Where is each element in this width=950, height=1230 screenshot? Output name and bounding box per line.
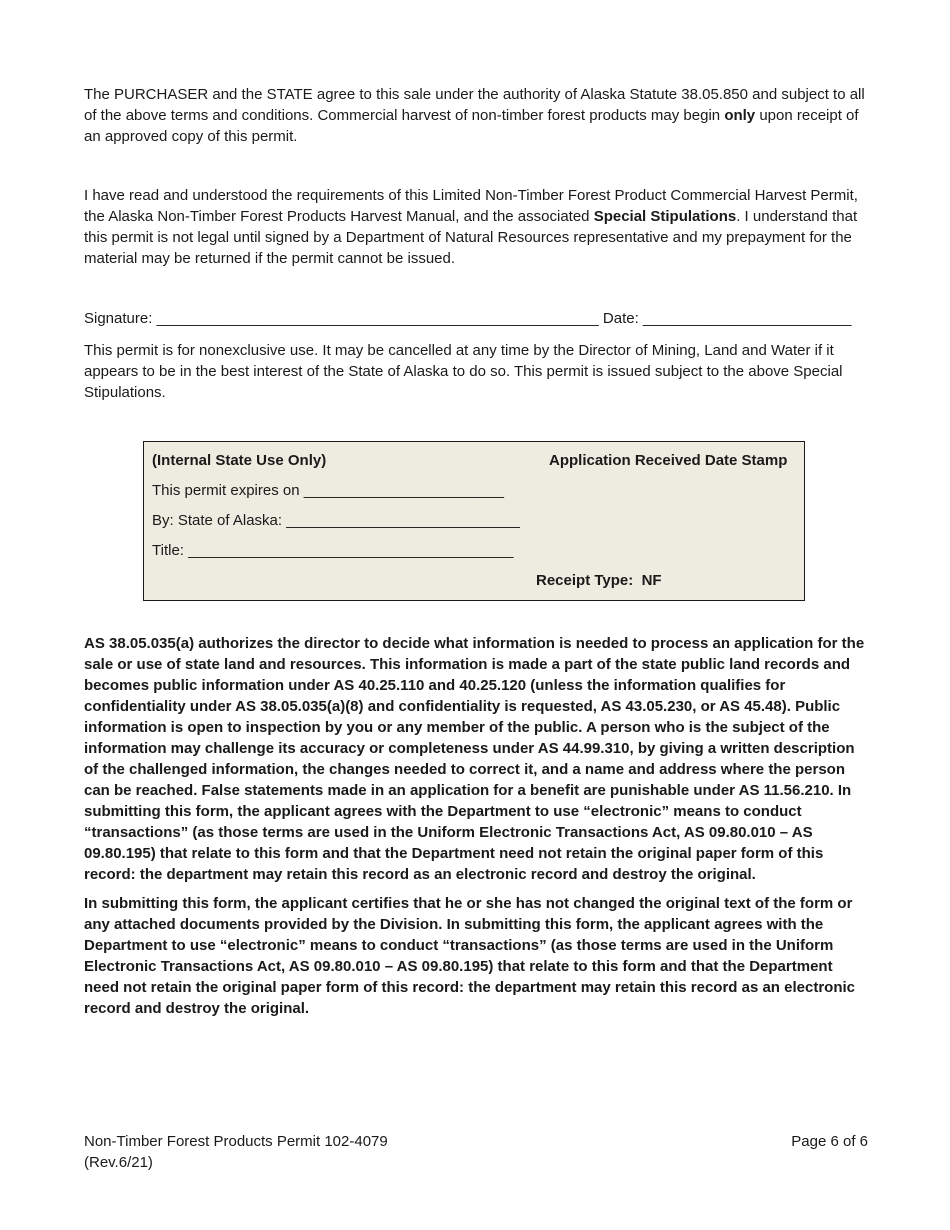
state-signer-row	[152, 510, 520, 531]
date-stamp-heading: Application Received Date Stamp	[549, 452, 788, 469]
public-records-notice: AS 38.05.035(a) authorizes the director to decide what information is needed to process an application for the sale or use of state land and resources. This information is made a part of the state public land records and becomes public information under AS 40.25.110 and 40.25.120 (unless the information qualifies for confidentiality under AS 38.05.035(a)(8) and confidentiality is requested, AS 43.05.230, or AS 45.48). Public information is open to inspection by you or any member of the public. A person who is the subject of the information may challenge its accuracy or completeness under AS 44.99.310, by giving a written description of the challenged information, the changes needed to correct it, and a name and address where the person can be reached. False statements made in an application for a benefit are punishable under AS 11.56.210. In submitting this form, the applicant agrees with the Department to use “electronic” means to conduct “transactions” (as those terms are used in the Uniform Electronic Transactions Act, AS 09.80.010 – AS 09.80.195) that relate to this form and that the Department need not retain the original paper form of this record: the department may retain this record as an electronic record and destroy the original.	[84, 635, 865, 883]
footer-form-info	[84, 1131, 388, 1173]
agreement-emphasis: only	[724, 107, 756, 124]
expires-label: This permit expires on	[152, 482, 300, 499]
signature-row	[84, 308, 868, 329]
certification-notice: In submitting this form, the applicant certifies that he or she has not changed the original text of the form or any attached documents provided by the Division. In submitting this form, the applicant agrees with the Department to use “electronic” means to conduct “transactions” (as those terms are used in the Uniform Electronic Transactions Act, AS 09.80.010 – AS 09.80.195) that relate to this form and that the Department need not retain the original paper form of this record: the department may retain this record as an electronic record and destroy the original.	[84, 895, 855, 1017]
acknowledgement-paragraph	[84, 185, 868, 269]
signature-field[interactable]: _____________________________________________________	[156, 310, 599, 327]
agreement-paragraph	[84, 84, 868, 147]
page-footer	[84, 1131, 868, 1173]
footer-revision: (Rev.6/21)	[84, 1154, 153, 1171]
signature-label: Signature:	[84, 310, 153, 327]
agreement-text-end: upon receipt of an approved copy of this permit.	[84, 107, 859, 145]
expires-row	[152, 480, 504, 501]
title-label: Title:	[152, 542, 184, 559]
state-signer-label: By: State of Alaska:	[152, 512, 283, 529]
receipt-type-value: NF	[641, 572, 662, 589]
nonexclusive-paragraph: This permit is for nonexclusive use. It may be cancelled at any time by the Director of Mining, Land and Water if it appears to be in the best interest of the State of Alaska to do so. This permit is issued subject to the above Special Stipulations.	[84, 342, 843, 401]
title-field[interactable]: _______________________________________	[188, 542, 514, 559]
agreement-text: The PURCHASER and the STATE agree to this sale under the authority of Alaska Statute 38.05.850 and subject to all of the above terms and conditions. Commercial harvest of non-timber forest products may begin	[84, 86, 865, 124]
date-field[interactable]: _________________________	[642, 310, 852, 327]
expires-field[interactable]: ________________________	[303, 482, 504, 499]
special-stipulations-emphasis: Special Stipulations	[593, 208, 737, 225]
state-signer-field[interactable]: ____________________________	[286, 512, 520, 529]
footer-form-name: Non-Timber Forest Products Permit 102-4079	[84, 1133, 388, 1150]
acknowledgement-text-end: . I understand that this permit is not legal until signed by a Department of Natural Resources representative and my prepayment for the material may be returned if the permit cannot be issued.	[84, 208, 858, 267]
internal-use-heading: (Internal State Use Only)	[152, 452, 327, 469]
internal-use-box	[143, 441, 805, 601]
receipt-type-label: Receipt Type:	[536, 572, 634, 589]
date-label: Date:	[602, 310, 639, 327]
receipt-type-row	[536, 570, 662, 591]
page-number: Page 6 of 6	[791, 1133, 868, 1150]
title-row	[152, 540, 513, 561]
acknowledgement-text: I have read and understood the requirements of this Limited Non-Timber Forest Product Commercial Harvest Permit, the Alaska Non-Timber Forest Products Harvest Manual, and the associated	[84, 187, 858, 225]
